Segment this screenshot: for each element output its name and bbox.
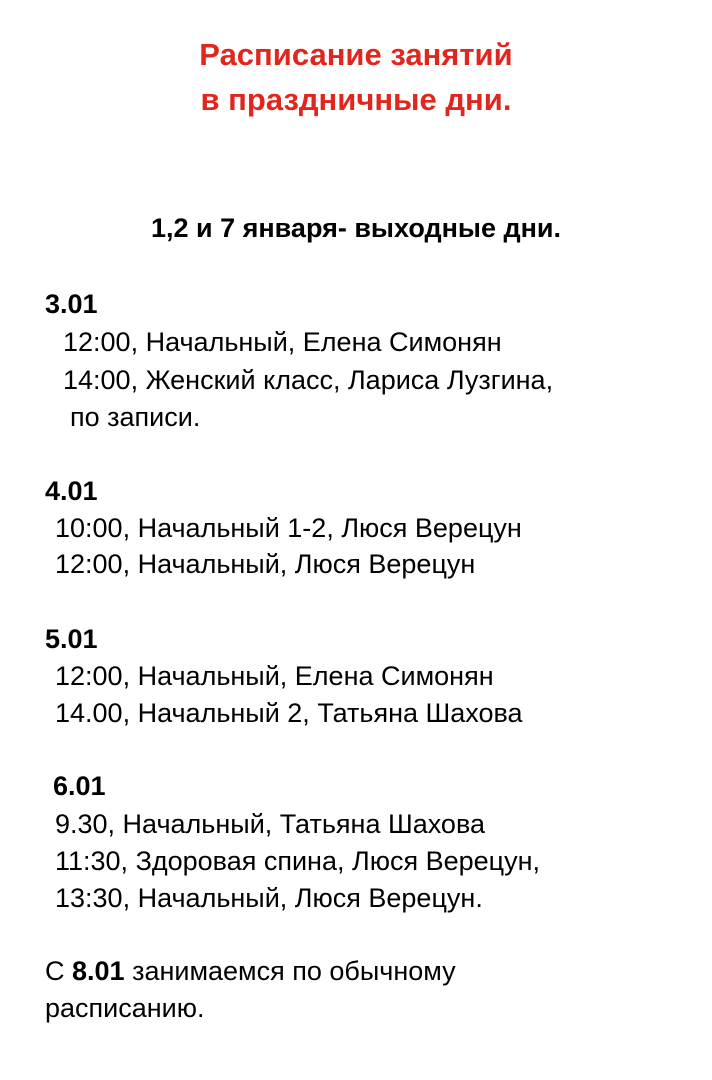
schedule-entry: 12:00, Начальный, Елена Симонян (63, 327, 502, 357)
schedule-entry: 14:00, Женский класс, Лариса Лузгина, (63, 365, 554, 395)
closing-note (45, 953, 456, 989)
closing-note-line-2: расписанию. (45, 993, 205, 1023)
holiday-notice: 1,2 и 7 января- выходные дни. (150, 213, 562, 243)
title-line-1: Расписание занятий (199, 37, 513, 72)
closing-suffix: занимаемся по обычному (124, 956, 456, 986)
schedule-entry-note: по записи. (70, 402, 201, 432)
page-title (0, 32, 712, 122)
schedule-entry: 14.00, Начальный 2, Татьяна Шахова (55, 698, 523, 728)
title-line-2: в праздничные дни. (200, 82, 512, 117)
schedule-entry: 10:00, Начальный 1-2, Люся Верецун (55, 513, 522, 543)
day-date-4-01: 4.01 (45, 476, 98, 506)
closing-prefix: С (45, 956, 72, 986)
schedule-entry: 13:30, Начальный, Люся Верецун. (55, 883, 483, 913)
schedule-entry: 11:30, Здоровая спина, Люся Верецун, (55, 846, 541, 876)
day-date-5-01: 5.01 (45, 624, 98, 654)
day-date-3-01: 3.01 (45, 289, 98, 319)
closing-date: 8.01 (72, 956, 125, 986)
schedule-entry: 9.30, Начальный, Татьяна Шахова (55, 809, 485, 839)
schedule-entry: 12:00, Начальный, Люся Верецун (55, 549, 476, 579)
schedule-entry: 12:00, Начальный, Елена Симонян (55, 661, 494, 691)
day-date-6-01: 6.01 (53, 771, 106, 801)
